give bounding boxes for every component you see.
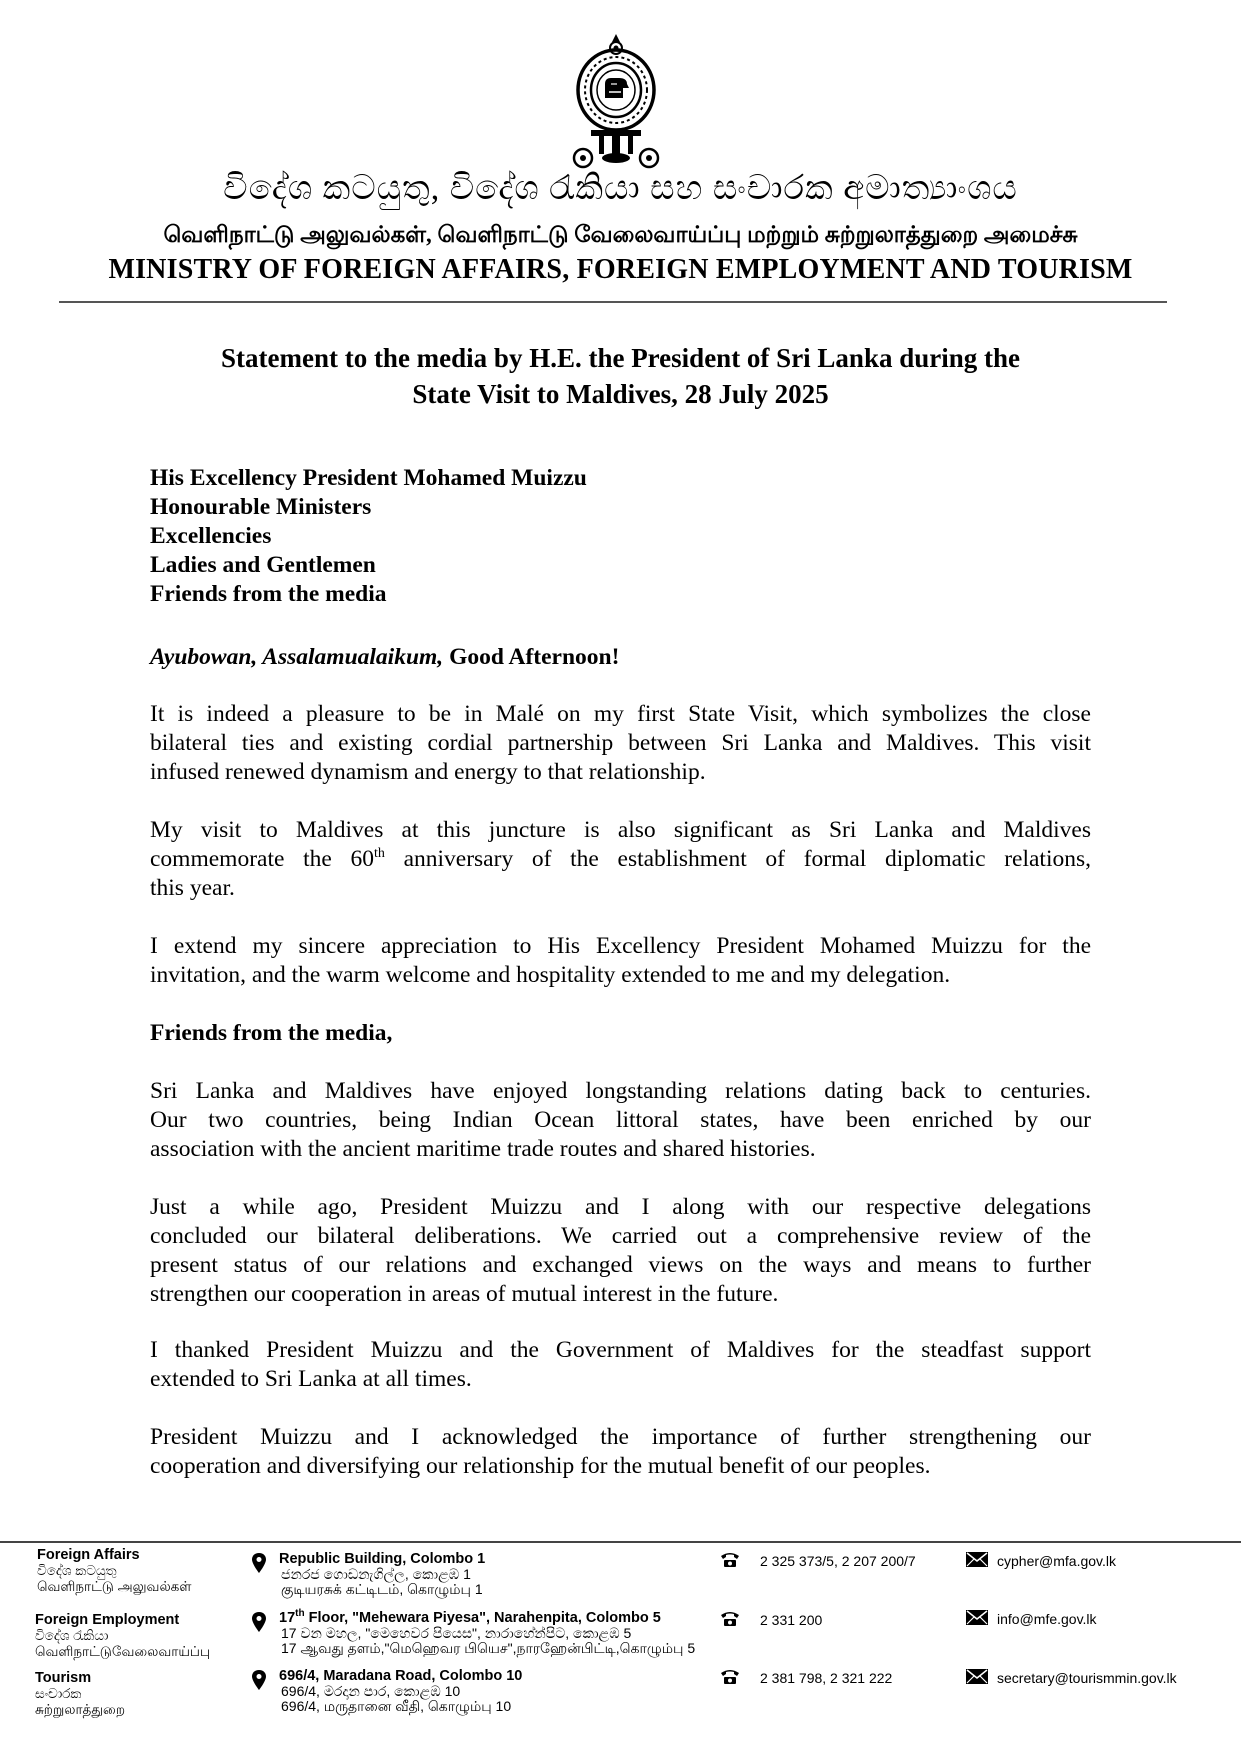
- address-sinhala: 17 වන මහල, "මෙහෙවර පියෙස", නාරාහේන්පිට, කොළඹ 5: [281, 1625, 632, 1641]
- location-pin-icon: [252, 1670, 266, 1690]
- statement-title: [60, 340, 1181, 412]
- envelope-icon: [966, 1552, 988, 1567]
- email-address[interactable]: info@mfe.gov.lk: [997, 1611, 1097, 1627]
- address-sinhala: ජනරජ ගොඩනැගිල්ල, කොළඹ 1: [281, 1566, 471, 1582]
- location-pin-icon: [252, 1612, 266, 1632]
- text-run: Floor, "Mehewara Piyesa", Narahenpita, Colombo 5: [304, 1610, 661, 1626]
- text-run: 17: [279, 1610, 296, 1626]
- footer-department: [35, 1670, 125, 1718]
- department-name-english: Foreign Employment: [35, 1612, 180, 1628]
- paragraph: [150, 932, 1091, 990]
- paragraph-line: strengthen our cooperation in areas of mutual interest in the future.: [150, 1281, 779, 1307]
- paragraph-line: association with the ancient maritime trade routes and shared histories.: [150, 1136, 816, 1162]
- footer-email: [997, 1611, 1097, 1627]
- ordinal-suffix: th: [295, 1608, 305, 1620]
- salutation-block: [150, 464, 587, 609]
- salutation-line: Honourable Ministers: [150, 494, 372, 520]
- paragraph-line: [150, 845, 1091, 874]
- ministry-name-sinhala: විදේශ කටයුතු, විදේශ රැකියා සහ සංචාරක අමාත්‍යාංශය: [223, 170, 1018, 207]
- paragraph-line: bilateral ties and existing cordial partnership between Sri Lanka and Maldives. This visit: [150, 730, 1091, 756]
- footer-phone: [760, 1612, 822, 1628]
- address-tamil: குடியரசுக் கட்டிடம், கொழும்பு 1: [281, 1581, 483, 1597]
- salutation-line: Friends from the media: [150, 581, 387, 607]
- paragraph-line: President Muizzu and I acknowledged the importance of further strengthening our: [150, 1424, 1091, 1450]
- footer-phone: [760, 1670, 892, 1686]
- footer-email: [997, 1553, 1116, 1569]
- paragraph-line: infused renewed dynamism and energy to that relationship.: [150, 759, 706, 785]
- paragraph-line: I extend my sincere appreciation to His Excellency President Mohamed Muizzu for the: [150, 933, 1091, 959]
- paragraph-line: present status of our relations and exchanged views on the ways and means to further: [150, 1252, 1091, 1278]
- footer-address: [279, 1669, 522, 1714]
- address-tamil: 17 ஆவது தளம்,"மெஹெவர பியெச",நாரஹேன்பிட்டி,கொழும்பு 5: [281, 1640, 696, 1656]
- sri-lanka-emblem: [571, 32, 661, 169]
- footer-phone: [760, 1553, 916, 1569]
- footer-divider: [0, 1541, 1241, 1543]
- paragraph-line: concluded our bilateral deliberations. We carried out a comprehensive review of the: [150, 1223, 1091, 1249]
- title-line: Statement to the media by H.E. the President of Sri Lanka during the: [220, 343, 1020, 373]
- paragraph-line: My visit to Maldives at this juncture is also significant as Sri Lanka and Maldives: [150, 817, 1091, 843]
- telephone-icon: [720, 1668, 740, 1684]
- paragraph-line: invitation, and the warm welcome and hospitality extended to me and my delegation.: [150, 962, 951, 988]
- department-name-sinhala: විදේශ කටයුතු: [37, 1563, 117, 1578]
- footer-department: [35, 1612, 210, 1660]
- greeting-native: Ayubowan, Assalamualaikum,: [150, 644, 444, 670]
- department-name-english: Tourism: [35, 1670, 92, 1686]
- paragraph: [150, 700, 1091, 787]
- footer-department: [37, 1547, 191, 1595]
- department-name-sinhala: විදේශ රැකියා: [35, 1628, 109, 1643]
- envelope-icon: [966, 1610, 988, 1625]
- ministry-name-english: MINISTRY OF FOREIGN AFFAIRS, FOREIGN EMPLOYMENT AND TOURISM: [108, 254, 1133, 285]
- envelope-icon: [966, 1669, 988, 1684]
- greeting-english: Good Afternoon!: [449, 644, 620, 670]
- department-name-tamil: வெளிநாட்டுவேலைவாய்ப்பு: [35, 1644, 210, 1659]
- address-sinhala: 696/4, මරදාන පාර, කොළඹ 10: [281, 1683, 461, 1699]
- address-tamil: 696/4, மருதானை வீதி, கொழும்பு 10: [281, 1698, 512, 1714]
- section-heading: [150, 1019, 1091, 1048]
- address-english: 696/4, Maradana Road, Colombo 10: [279, 1668, 523, 1684]
- paragraph: [150, 816, 1091, 903]
- address-english: Republic Building, Colombo 1: [279, 1551, 486, 1567]
- ministry-name-tamil: வெளிநாட்டு அலுவல்கள், வெளிநாட்டு வேலைவாய்ப்பு மற்றும் சுற்றுலாத்துறை அமைச்சு: [163, 222, 1078, 247]
- department-name-english: Foreign Affairs: [37, 1547, 140, 1563]
- address-english: [279, 1608, 695, 1626]
- text-run: commemorate the 60: [150, 846, 374, 872]
- header-divider: [59, 301, 1167, 303]
- paragraph-line: Just a while ago, President Muizzu and I along with our respective delegations: [150, 1194, 1091, 1220]
- ordinal-suffix: th: [374, 846, 385, 862]
- phone-number: 2 325 373/5, 2 207 200/7: [760, 1553, 916, 1569]
- email-address[interactable]: cypher@mfa.gov.lk: [997, 1553, 1116, 1569]
- paragraph: [150, 1193, 1091, 1309]
- footer-email: [997, 1670, 1177, 1686]
- paragraph-line: Friends from the media,: [150, 1020, 393, 1046]
- paragraph-line: Sri Lanka and Maldives have enjoyed longstanding relations dating back to centuries.: [150, 1078, 1091, 1104]
- footer-address: [279, 1552, 485, 1597]
- paragraph-line: cooperation and diversifying our relationship for the mutual benefit of our peoples.: [150, 1453, 931, 1479]
- telephone-icon: [720, 1610, 740, 1626]
- department-name-tamil: வெளிநாட்டு அலுவல்கள்: [37, 1579, 192, 1594]
- phone-number: 2 331 200: [760, 1612, 823, 1628]
- footer-address: [279, 1608, 696, 1656]
- title-line: State Visit to Maldives, 28 July 2025: [412, 379, 829, 409]
- email-address[interactable]: secretary@tourismmin.gov.lk: [997, 1670, 1177, 1686]
- paragraph-line: this year.: [150, 875, 235, 901]
- paragraph-line: I thanked President Muizzu and the Government of Maldives for the steadfast support: [150, 1337, 1091, 1363]
- phone-number: 2 381 798, 2 321 222: [760, 1670, 893, 1686]
- department-name-sinhala: සංචාරක: [35, 1686, 82, 1701]
- salutation-line: Excellencies: [150, 523, 272, 549]
- greeting: [150, 643, 619, 672]
- salutation-line: His Excellency President Mohamed Muizzu: [150, 465, 587, 491]
- telephone-icon: [720, 1551, 740, 1567]
- paragraph-line: It is indeed a pleasure to be in Malé on my first State Visit, which symbolizes the close: [150, 701, 1091, 727]
- paragraph-line: extended to Sri Lanka at all times.: [150, 1366, 472, 1392]
- location-pin-icon: [252, 1553, 266, 1573]
- paragraph: [150, 1077, 1091, 1164]
- paragraph-line: Our two countries, being Indian Ocean littoral states, have been enriched by our: [150, 1107, 1091, 1133]
- salutation-line: Ladies and Gentlemen: [150, 552, 376, 578]
- paragraph: [150, 1423, 1091, 1481]
- department-name-tamil: சுற்றுலாத்துறை: [35, 1702, 126, 1717]
- text-run: anniversary of the establishment of formal diplomatic relations,: [384, 846, 1091, 872]
- paragraph: [150, 1336, 1091, 1394]
